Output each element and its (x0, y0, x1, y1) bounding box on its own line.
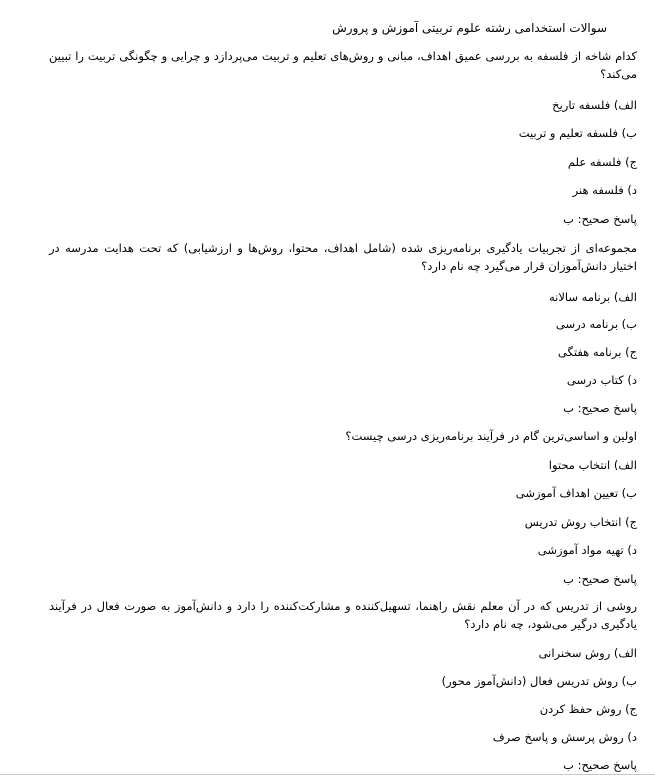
question-3-text: اولین و اساسی‌ترین گام در فرآیند برنامه‌ریزی درسی چیست؟ (345, 429, 637, 443)
document-title: سوالات استخدامی رشته علوم تربیتی آموزش و پرورش (332, 21, 607, 35)
question-2-option-b: ب) برنامه درسی (555, 317, 637, 331)
question-4-option-c: ج) روش حفظ کردن (539, 702, 637, 716)
question-4-answer: پاسخ صحیح: ب (563, 758, 637, 772)
question-4-option-a: الف) روش سخنرانی (538, 646, 637, 660)
question-1-text: کدام شاخه از فلسفه به بررسی عمیق اهداف، مبانی و روش‌های تعلیم و تربیت می‌پردازد و چرایی و چگونگی تربیت را تبیین می‌کند؟ (49, 49, 637, 81)
question-2-option-a: الف) برنامه سالانه (548, 290, 637, 304)
question-2-option-d: د) کتاب درسی (566, 373, 637, 387)
question-4-text: روشی از تدریس که در آن معلم نقش راهنما، تسهیل‌کننده و مشارکت‌کننده را دارد و دانش‌آموز به صورت فعال در فرآیند یادگیری درگیر می‌شود، چه نام دارد؟ (49, 599, 637, 631)
question-3-option-c: ج) انتخاب روش تدریس (524, 515, 637, 529)
question-1-option-a: الف) فلسفه تاریخ (552, 98, 637, 112)
question-1-answer: پاسخ صحیح: ب (563, 212, 637, 226)
question-3-option-d: د) تهیه مواد آموزشی (537, 543, 637, 557)
page-bottom-divider (0, 774, 655, 775)
question-3-answer: پاسخ صحیح: ب (563, 572, 637, 586)
question-4-option-d: د) روش پرسش و پاسخ صرف (492, 730, 637, 744)
question-3-option-b: ب) تعیین اهداف آموزشی (515, 486, 637, 500)
question-2-answer: پاسخ صحیح: ب (563, 401, 637, 415)
question-2-option-c: ج) برنامه هفتگی (557, 345, 637, 359)
question-1-option-c: ج) فلسفه علم (567, 155, 637, 169)
question-3-option-a: الف) انتخاب محتوا (548, 458, 637, 472)
question-2-text: مجموعه‌ای از تجربیات یادگیری برنامه‌ریزی شده (شامل اهداف، محتوا، روش‌ها و ارزشیابی) که تحت هدایت مدرسه در اختیار دانش‌آموزان قرار می‌گیرد چه نام دارد؟ (49, 241, 637, 273)
question-1-option-d: د) فلسفه هنر (572, 183, 637, 197)
question-1-option-b: ب) فلسفه تعلیم و تربیت (518, 126, 637, 140)
question-4-option-b: ب) روش تدریس فعال (دانش‌آموز محور) (441, 674, 637, 688)
